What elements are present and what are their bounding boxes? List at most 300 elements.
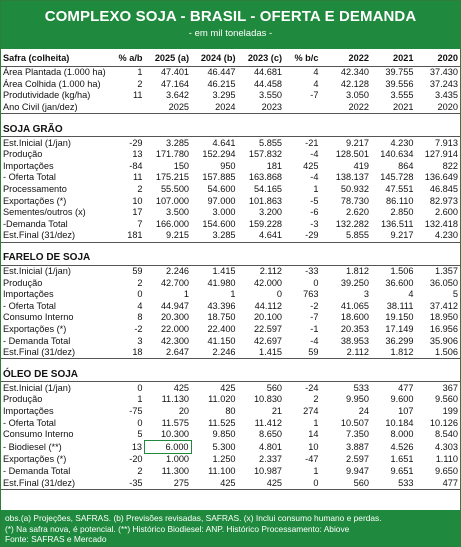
table-cell: 3.887 — [345, 441, 369, 452]
table-row — [1, 301, 460, 313]
table-cell: 101.863 — [248, 195, 283, 206]
table-cell: 8.540 — [435, 429, 458, 440]
row-label: -Demanda Total — [3, 218, 68, 229]
table-cell: 763 — [303, 289, 319, 300]
table-cell: 171.780 — [155, 149, 190, 160]
table-row — [1, 441, 460, 454]
table-row — [1, 312, 460, 324]
header-pct-bc: % b/c — [284, 49, 320, 67]
table-cell: 5.300 — [212, 441, 236, 452]
table-cell: 5 — [452, 289, 458, 300]
table-cell: 13 — [131, 441, 143, 452]
header-2021: 2021 — [371, 49, 415, 67]
header-row — [1, 49, 460, 67]
table-cell: -2 — [310, 300, 319, 311]
table-cell: 275 — [145, 477, 192, 489]
table-cell: 2.620 — [345, 207, 369, 218]
table-cell: 9.651 — [390, 465, 414, 476]
table-cell: 42.128 — [340, 78, 369, 89]
table-cell: 59 — [284, 347, 320, 359]
table-cell: 17.149 — [385, 323, 414, 334]
table-cell: 3.642 — [166, 90, 190, 101]
table-cell: 107.000 — [155, 195, 190, 206]
table-cell: 425 — [238, 477, 285, 489]
table-cell: 8 — [137, 312, 143, 323]
table-cell: 78.730 — [340, 195, 369, 206]
table-cell: 42.000 — [253, 277, 283, 288]
table-cell — [110, 102, 144, 114]
table-cell: 1 — [313, 417, 319, 428]
table-cell: 127.914 — [424, 149, 458, 160]
table-row — [1, 265, 460, 277]
table-row — [1, 172, 460, 184]
table-row — [1, 324, 460, 336]
table-cell: 37.430 — [429, 67, 458, 78]
table-cell: 39.755 — [385, 67, 414, 78]
table-cell: 0 — [284, 477, 320, 489]
title-bar — [1, 1, 460, 49]
header-2022: 2022 — [320, 49, 371, 67]
table-cell: 17 — [132, 207, 143, 218]
table-cell: 425 — [303, 160, 319, 171]
table-cell: 11.300 — [161, 465, 190, 476]
section-title: SOJA GRÃO — [1, 120, 460, 137]
table-cell: 24 — [358, 405, 369, 416]
table-cell: 22.400 — [207, 323, 236, 334]
table-cell: 11 — [133, 90, 143, 101]
header-2024: 2024 (b) — [191, 49, 238, 67]
table-cell: 2 — [137, 78, 143, 89]
table-cell: 97.000 — [207, 195, 236, 206]
table-cell: 9.560 — [435, 394, 458, 405]
table-cell: -6 — [310, 207, 319, 218]
table-cell: 10.987 — [253, 465, 283, 476]
table-cell: 3.000 — [212, 207, 236, 218]
table-cell: 3.200 — [259, 207, 283, 218]
row-label: - Oferta Total — [3, 172, 56, 183]
table-row — [1, 195, 460, 207]
table-cell: 3.050 — [345, 90, 369, 101]
table-cell: 10.184 — [385, 417, 414, 428]
table-cell: 1.506 — [390, 266, 414, 277]
table-cell: 2.112 — [259, 266, 283, 277]
row-label: Sementes/outros (x) — [3, 207, 86, 218]
table-cell: 18.750 — [207, 312, 236, 323]
table-cell: 864 — [398, 160, 414, 171]
report-subtitle: - em mil toneladas - — [188, 28, 273, 39]
table-cell: -3 — [310, 218, 319, 229]
table-cell: 175.215 — [155, 172, 190, 183]
table-cell: 3.555 — [390, 90, 414, 101]
table-cell: -4 — [310, 335, 319, 346]
table-cell: 1 — [313, 184, 319, 195]
footer-line: (*) Na safra nova, é potencial. (**) Histórico Biodiesel: ANP. Histórico Processamento: Abiove — [5, 523, 350, 534]
table-row — [1, 289, 460, 301]
table-cell: 477 — [398, 382, 414, 393]
section-title: ÓLEO DE SOJA — [1, 365, 460, 382]
table-cell: 42.700 — [160, 277, 190, 288]
table-cell: 11.130 — [161, 394, 190, 405]
row-label: Consumo Interno — [3, 312, 74, 323]
section-header — [1, 249, 460, 266]
table-cell: 3.550 — [259, 90, 283, 101]
table-cell: -7 — [310, 90, 319, 101]
table-cell: 157.885 — [202, 172, 236, 183]
table-cell: 86.110 — [386, 195, 414, 206]
table-cell: 11.100 — [208, 465, 236, 476]
table-cell: 0 — [137, 417, 143, 428]
table-cell: 533 — [371, 477, 415, 489]
table-cell: 533 — [353, 382, 369, 393]
row-label: Importações — [3, 405, 54, 416]
table-cell: 4.641 — [212, 137, 236, 148]
table-cell: -24 — [305, 382, 319, 393]
table-cell: 128.501 — [335, 149, 369, 160]
table-cell: 10.830 — [253, 394, 283, 405]
table-cell: 4 — [408, 289, 414, 300]
table-cell: 18 — [110, 347, 144, 359]
table-cell: 107 — [398, 405, 414, 416]
header-2020: 2020 — [415, 49, 460, 67]
table-cell: 47.401 — [160, 67, 190, 78]
table-cell: 5.855 — [259, 137, 283, 148]
table-row — [1, 149, 460, 161]
table-cell: 4.801 — [259, 441, 283, 452]
table-cell: 36.050 — [429, 277, 458, 288]
table-cell: 181 — [266, 160, 283, 171]
table-cell: 1.357 — [435, 266, 458, 277]
table-row — [1, 277, 460, 289]
table-row — [1, 394, 460, 406]
table-row — [1, 454, 460, 466]
table-cell: 425 — [173, 382, 190, 393]
table-cell: 157.832 — [248, 149, 283, 160]
row-label: Consumo Interno — [3, 429, 74, 440]
table-cell: 2.647 — [145, 347, 192, 359]
table-cell: -2 — [134, 323, 143, 334]
table-cell: 1 — [137, 67, 143, 78]
table-row — [1, 230, 460, 242]
table-cell: 2 — [137, 277, 143, 288]
table-cell: 154.600 — [202, 218, 236, 229]
row-label: Área Plantada (1.000 ha) — [3, 67, 106, 78]
table-cell: 1.110 — [435, 454, 458, 465]
section-header — [1, 120, 460, 137]
table-cell: 4.230 — [390, 137, 414, 148]
table-cell: 18.600 — [340, 312, 369, 323]
table-cell: -29 — [284, 230, 320, 242]
table-cell: 3 — [363, 289, 369, 300]
table-row — [1, 207, 460, 219]
table-row — [1, 184, 460, 196]
table-cell: 950 — [220, 160, 236, 171]
section-header — [1, 365, 460, 382]
table-cell: -4 — [310, 149, 319, 160]
footer-line: Fonte: SAFRAS e Mercado — [5, 534, 107, 545]
table-cell: 2.246 — [166, 266, 190, 277]
table-cell: 3.295 — [212, 90, 236, 101]
table-cell: -29 — [129, 137, 143, 148]
table-cell: 2 — [313, 394, 319, 405]
table-cell: 20.300 — [160, 312, 190, 323]
table-cell: 4 — [313, 67, 319, 78]
table-cell: 41.065 — [340, 300, 369, 311]
table-cell: -84 — [129, 160, 143, 171]
table-cell: 9.947 — [345, 465, 369, 476]
table-cell: 9.217 — [345, 137, 369, 148]
table-cell: 82.973 — [429, 195, 458, 206]
table-cell: 2.600 — [435, 207, 458, 218]
table-cell: 22.597 — [253, 323, 283, 334]
table-cell: 150 — [173, 160, 190, 171]
table-cell: 50.932 — [340, 184, 369, 195]
row-label: Produção — [3, 277, 43, 288]
table-cell: 16.956 — [429, 323, 458, 334]
footer-line: obs.(a) Projeções, SAFRAS. (b) Previsões revisadas, SAFRAS. (x) Inclui consumo humano e perdas. — [5, 513, 382, 523]
table-cell: 1.812 — [371, 347, 415, 359]
table-cell: 9.850 — [212, 429, 236, 440]
table-cell: 132.418 — [424, 218, 458, 229]
table-cell: 2023 — [238, 102, 285, 114]
table-cell: 0 — [276, 289, 283, 300]
table-cell: 37.412 — [429, 300, 458, 311]
table-cell: 181 — [110, 230, 144, 242]
table-cell: 5.855 — [320, 230, 371, 242]
table-cell: -1 — [310, 323, 319, 334]
table-cell: 47.164 — [160, 78, 190, 89]
table-cell: 4.641 — [238, 230, 285, 242]
table-cell: 54.600 — [207, 184, 236, 195]
row-label: Ano Civil (jan/dez) — [1, 102, 110, 114]
table-cell: 367 — [442, 382, 458, 393]
table-cell: 1.415 — [238, 347, 285, 359]
table-cell: 274 — [303, 405, 319, 416]
table-cell: 1 — [183, 289, 190, 300]
table-cell — [284, 102, 320, 114]
header-safra: Safra (colheita) — [1, 49, 110, 67]
table-cell: 7.350 — [345, 429, 369, 440]
row-label: - Oferta Total — [3, 417, 56, 428]
table-cell: -5 — [310, 195, 319, 206]
table-cell: 136.649 — [424, 172, 458, 183]
table-cell: 20.353 — [340, 323, 369, 334]
table-cell: 39.556 — [385, 78, 414, 89]
header-pct-ab: % a/b — [110, 49, 144, 67]
table-cell: 1.506 — [415, 347, 460, 359]
table-cell: 39.250 — [340, 277, 369, 288]
table-cell: 10 — [132, 195, 143, 206]
table-cell: 7 — [137, 218, 143, 229]
table-row — [1, 347, 460, 359]
table-cell: 11.412 — [254, 417, 283, 428]
table-cell: 10.126 — [429, 417, 458, 428]
table-cell: 9.600 — [390, 394, 414, 405]
table-cell: 4.303 — [435, 441, 458, 452]
table-cell: 46.447 — [207, 67, 236, 78]
table-cell: -35 — [110, 477, 144, 489]
header-2025: 2025 (a) — [145, 49, 192, 67]
table-cell: 42.300 — [160, 335, 190, 346]
table-cell: 8.650 — [259, 429, 283, 440]
row-label: Est.Inicial (1/jan) — [3, 266, 71, 277]
table-cell: 41.980 — [207, 277, 236, 288]
row-label: Est.Final (31/dez) — [1, 477, 110, 489]
table-row — [1, 382, 460, 394]
table-cell: 0 — [137, 382, 143, 393]
table-cell: 419 — [353, 160, 369, 171]
table-cell: 11.020 — [208, 394, 236, 405]
row-label: Processamento — [3, 184, 67, 195]
table-cell: 8.000 — [390, 429, 414, 440]
section-title: FARELO DE SOJA — [1, 249, 460, 266]
table-row — [1, 466, 460, 478]
table-cell: 3.285 — [191, 230, 238, 242]
table-cell: 822 — [442, 160, 458, 171]
table-cell: 140.634 — [380, 149, 414, 160]
table-row — [1, 477, 460, 489]
table-cell: 1.000 — [166, 454, 190, 465]
table-cell: 3.285 — [166, 137, 190, 148]
table-cell: 2025 — [145, 102, 192, 114]
table-cell: 3.500 — [166, 207, 190, 218]
row-label: Importações — [3, 160, 54, 171]
table-row — [1, 90, 460, 102]
table-cell: 2.850 — [390, 207, 414, 218]
row-label: - Demanda Total — [3, 465, 71, 476]
table-cell: 425 — [220, 382, 236, 393]
table-cell: 560 — [266, 382, 283, 393]
table-cell: 7.913 — [435, 137, 458, 148]
table-cell: -75 — [129, 405, 143, 416]
row-label: Est.Final (31/dez) — [1, 230, 110, 242]
table-cell: 55.500 — [160, 184, 190, 195]
table-cell: 22.000 — [160, 323, 190, 334]
table-cell: 54.165 — [253, 184, 283, 195]
table-cell: 47.551 — [385, 184, 414, 195]
table-cell: 163.868 — [248, 172, 283, 183]
table-cell: -4 — [310, 172, 319, 183]
table-row — [1, 406, 460, 418]
row-label: Produção — [3, 149, 43, 160]
table-cell: 10 — [308, 441, 319, 452]
row-label: Produtividade (kg/ha) — [3, 90, 91, 101]
table-cell: 18.950 — [429, 312, 458, 323]
table-cell: 38.111 — [386, 300, 414, 311]
table-cell: 59 — [132, 266, 143, 277]
table-row — [1, 137, 460, 149]
table-cell: 2022 — [320, 102, 371, 114]
table-cell: 2020 — [415, 102, 460, 114]
table-cell: 166.000 — [155, 218, 190, 229]
table-cell: 4.526 — [390, 441, 414, 452]
table-cell: 3 — [137, 335, 143, 346]
row-label: Produção — [3, 394, 43, 405]
table-cell: 21 — [271, 405, 283, 416]
table-cell: 11 — [133, 172, 143, 183]
table-cell: 2021 — [371, 102, 415, 114]
table-cell: 3.435 — [435, 90, 458, 101]
header-2023: 2023 (c) — [238, 49, 285, 67]
table-cell: 560 — [320, 477, 371, 489]
table-row — [1, 429, 460, 441]
table-row — [1, 79, 460, 91]
row-label: Est.Inicial (1/jan) — [3, 382, 71, 393]
table-cell: 41.150 — [207, 335, 236, 346]
table-cell: 4.230 — [415, 230, 460, 242]
table-cell: 9.950 — [345, 394, 369, 405]
table-cell: -7 — [310, 312, 319, 323]
table-cell: 19.150 — [385, 312, 414, 323]
row-label: Est.Inicial (1/jan) — [3, 137, 71, 148]
table-cell: 159.228 — [248, 218, 283, 229]
row-label: Exportações (*) — [3, 454, 67, 465]
table-cell: 2 — [137, 465, 143, 476]
table-cell: 4 — [137, 300, 143, 311]
table-cell: 6.000 — [145, 441, 192, 454]
table-cell: 43.396 — [207, 300, 236, 311]
row-label: Importações — [3, 289, 54, 300]
table-cell: 132.282 — [335, 218, 369, 229]
table-cell: 11.575 — [161, 417, 190, 428]
table-cell: 2.112 — [320, 347, 371, 359]
table-cell: 44.112 — [254, 300, 283, 311]
table-cell: -20 — [129, 454, 143, 465]
table-cell: 1.812 — [345, 266, 369, 277]
row-label: Est.Final (31/dez) — [1, 347, 110, 359]
table-cell: 36.600 — [385, 277, 414, 288]
table-cell: 1 — [313, 465, 319, 476]
row-label: - Oferta Total — [3, 300, 56, 311]
table-cell: 10.507 — [340, 417, 369, 428]
table-cell: 10.300 — [160, 429, 190, 440]
supply-demand-table — [1, 49, 460, 490]
table-cell: 13 — [132, 149, 143, 160]
table-cell: 35.906 — [429, 335, 458, 346]
row-label: - Demanda Total — [3, 335, 71, 346]
table-cell: 1.250 — [212, 454, 236, 465]
table-cell: 1.651 — [390, 454, 414, 465]
table-cell: 1.415 — [212, 266, 236, 277]
table-cell: 145.728 — [380, 172, 414, 183]
table-row — [1, 219, 460, 231]
table-cell: -47 — [305, 454, 319, 465]
table-cell: 1 — [137, 394, 143, 405]
row-label: - Biodiesel (**) — [3, 441, 62, 452]
table-cell: 2.597 — [345, 454, 369, 465]
table-cell: 37.243 — [429, 78, 458, 89]
table-row — [1, 417, 460, 429]
table-cell: 44.947 — [160, 300, 190, 311]
table-cell: 42.697 — [253, 335, 283, 346]
table-cell: 9.217 — [371, 230, 415, 242]
table-cell: 477 — [415, 477, 460, 489]
table-cell: -33 — [305, 266, 319, 277]
table-cell: 136.511 — [380, 218, 414, 229]
table-cell: 9.215 — [145, 230, 192, 242]
table-cell: 2.246 — [191, 347, 238, 359]
table-cell: 44.681 — [253, 67, 283, 78]
table-cell: 2024 — [191, 102, 238, 114]
table-cell: 199 — [442, 405, 458, 416]
footer-notes — [1, 510, 460, 546]
table-row — [1, 161, 460, 173]
table-cell: 80 — [225, 405, 236, 416]
table-cell: 5 — [137, 429, 143, 440]
table-cell: 20.100 — [253, 312, 283, 323]
table-cell: 0 — [137, 289, 143, 300]
row-label: Exportações (*) — [3, 195, 67, 206]
table-cell: 14 — [308, 429, 319, 440]
